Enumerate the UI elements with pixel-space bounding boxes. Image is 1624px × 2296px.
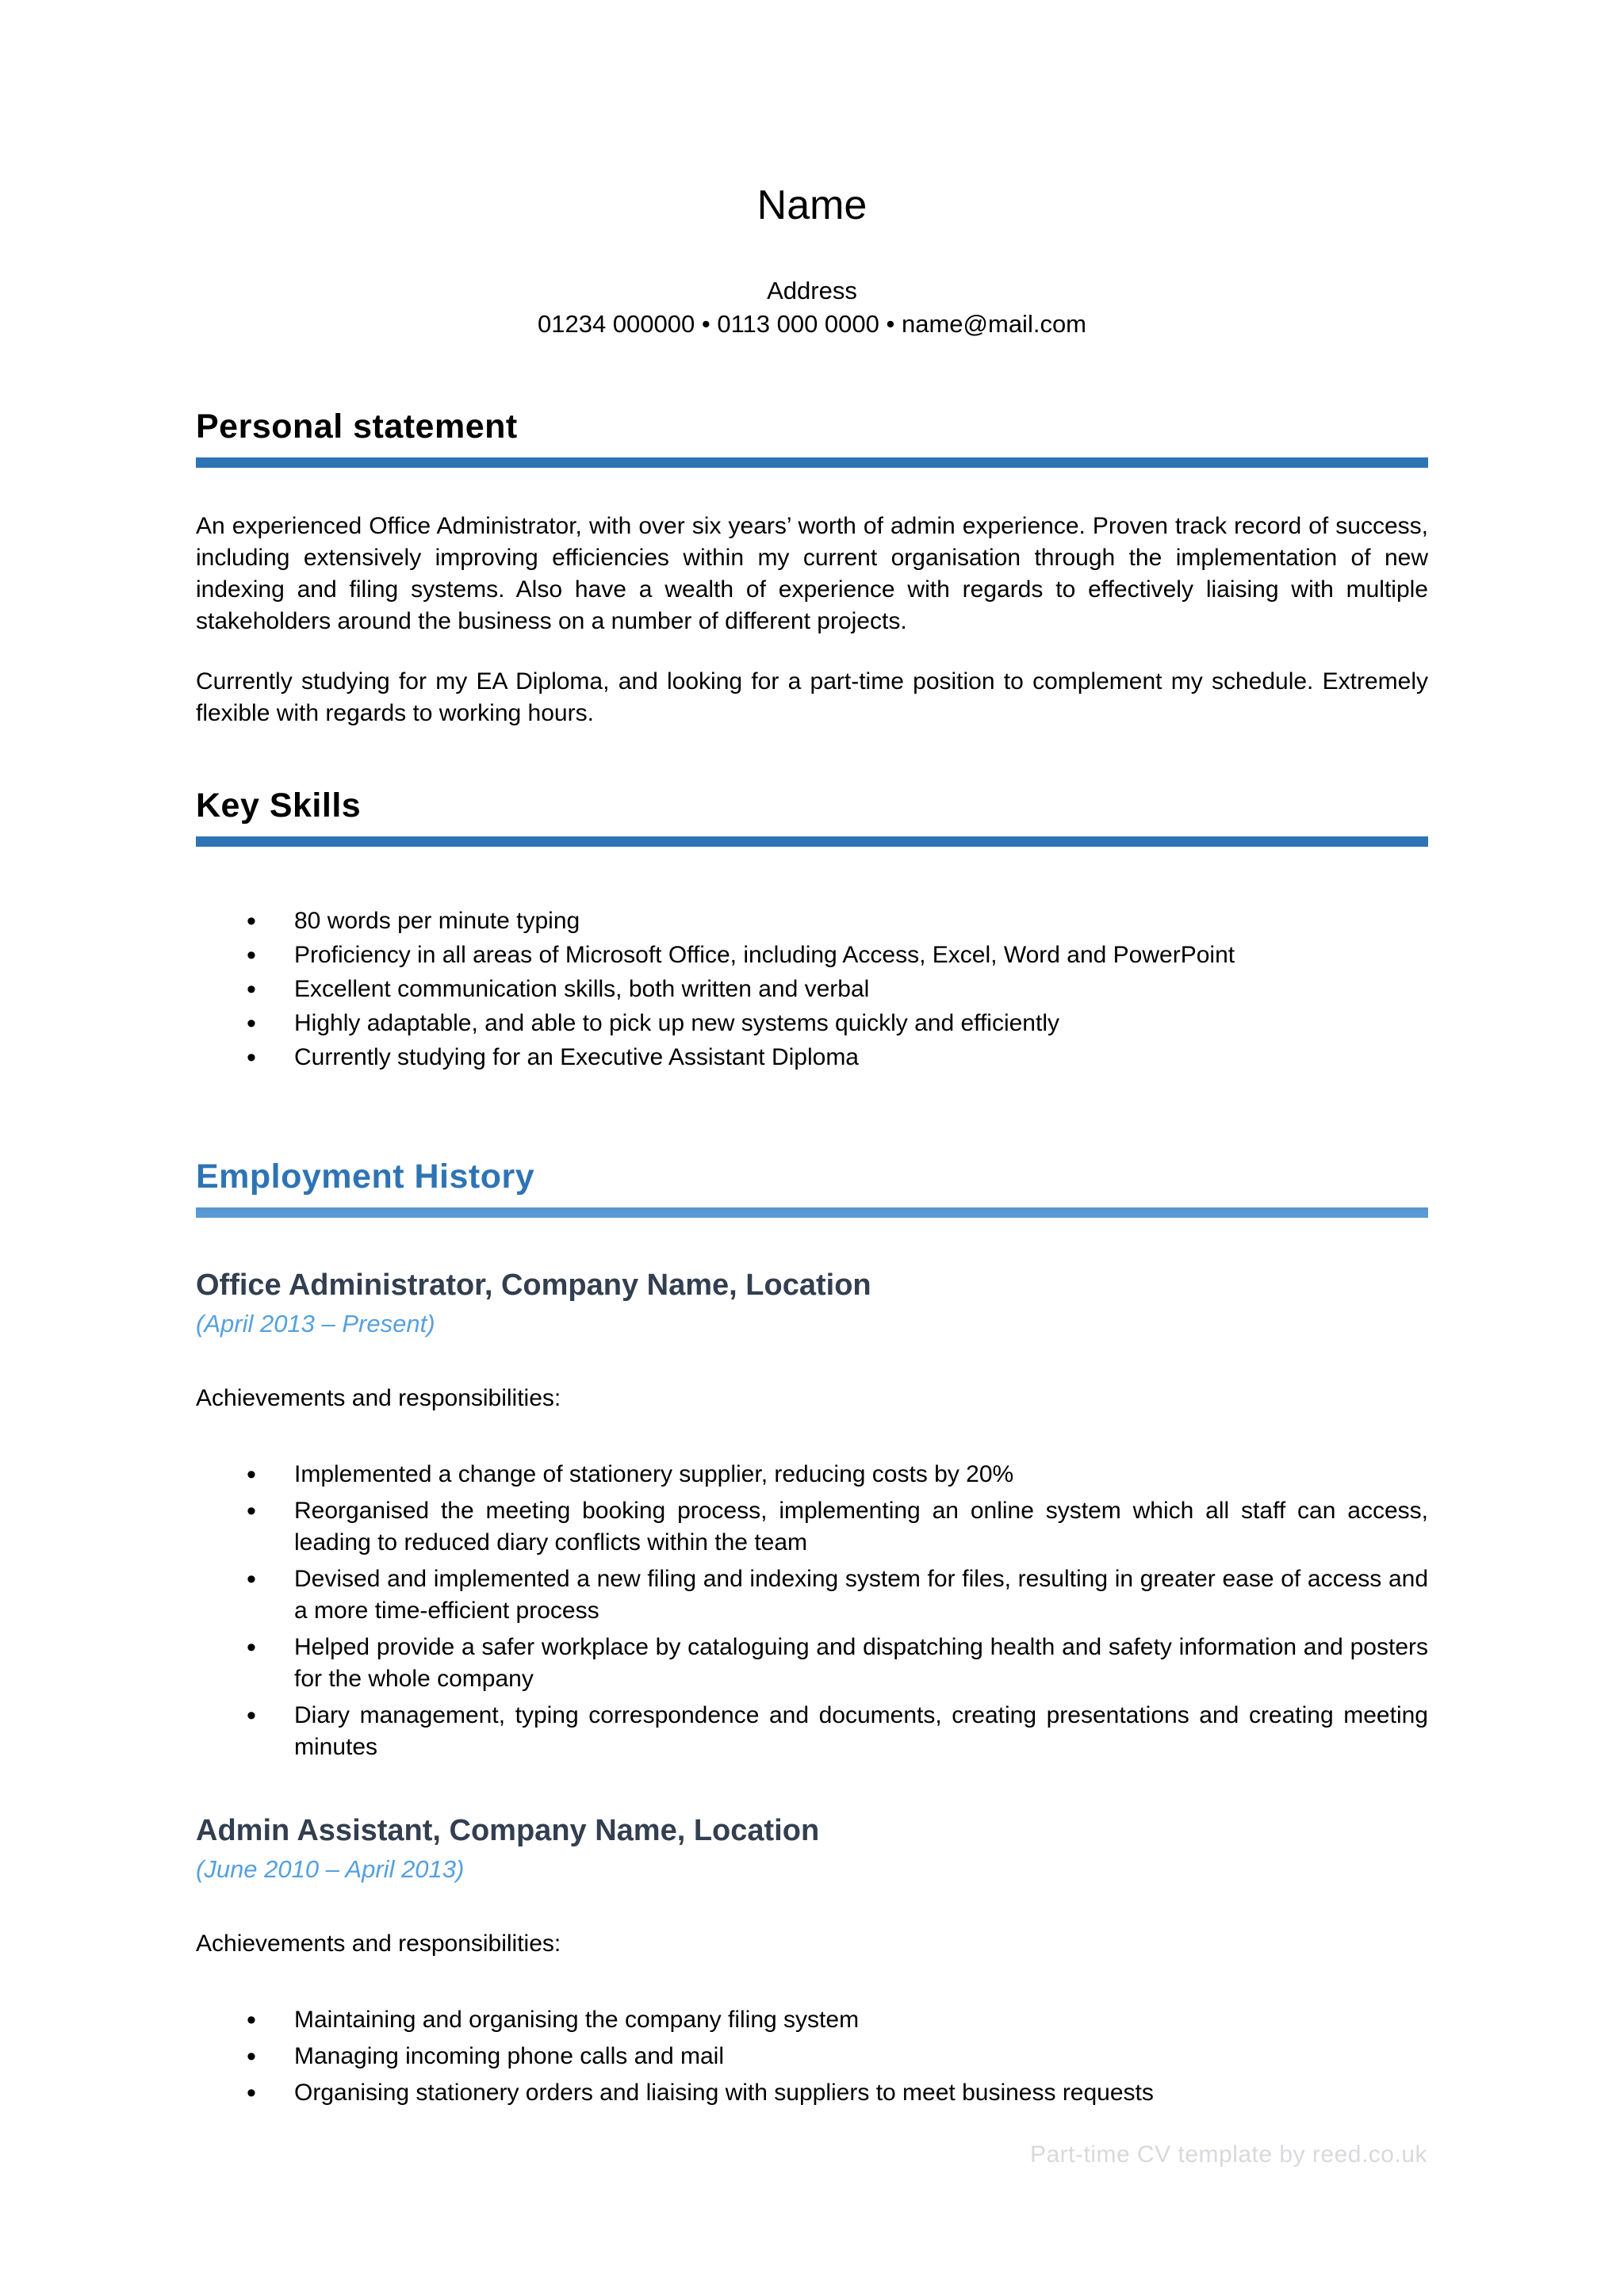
personal-statement-paragraph: Currently studying for my EA Diploma, and looking for a part-time position to complement my schedule. Extremely flexible with regards to working hours. xyxy=(196,668,1428,726)
list-item: • Maintaining and organising the company filing system xyxy=(196,2004,1428,2036)
job-intro-label: Achievements and responsibilities: xyxy=(196,1931,561,1957)
employment-history-heading: Employment History xyxy=(196,1158,535,1196)
list-item: • Implemented a change of stationery supplier, reducing costs by 20% xyxy=(196,1459,1428,1490)
job-entry-office-administrator xyxy=(196,1267,1428,1763)
list-item: • Proficiency in all areas of Microsoft Office, including Access, Excel, Word and PowerPoint xyxy=(196,939,1428,971)
section-personal-statement xyxy=(196,408,1428,729)
list-item: • Diary management, typing correspondence and documents, creating presentations and creating meeting minutes xyxy=(196,1700,1428,1763)
section-key-skills xyxy=(196,786,1428,1073)
address-line: Address xyxy=(767,277,857,304)
list-item: • Reorganised the meeting booking process, implementing an online system which all staff can access, leading to reduced diary conflicts within the team xyxy=(196,1495,1428,1559)
list-item: • Managing incoming phone calls and mail xyxy=(196,2041,1428,2072)
list-item: • 80 words per minute typing xyxy=(196,905,1428,937)
section-employment-history xyxy=(196,1158,1428,2109)
footer-template-credit: Part-time CV template by reed.co.uk xyxy=(1029,2141,1427,2168)
job-title: Office Administrator, Company Name, Location xyxy=(196,1269,871,1302)
accent-bar-divider xyxy=(196,836,1428,847)
job-intro-label: Achievements and responsibilities: xyxy=(196,1385,561,1411)
list-item: • Organising stationery orders and liaising with suppliers to meet business requests xyxy=(196,2077,1428,2109)
contact-line: 01234 000000 • 0113 000 0000 • name@mail.com xyxy=(537,310,1087,338)
key-skills-heading: Key Skills xyxy=(196,786,362,825)
accent-bar-divider-light xyxy=(196,1207,1428,1218)
list-item: • Currently studying for an Executive Assistant Diploma xyxy=(196,1042,1428,1073)
job-dates: (June 2010 – April 2013) xyxy=(196,1855,465,1883)
key-skills-list xyxy=(196,905,1428,1073)
list-item: • Helped provide a safer workplace by cataloguing and dispatching health and safety information and posters for the whole company xyxy=(196,1632,1428,1695)
job-bullet-list xyxy=(196,1459,1428,1763)
job-dates: (April 2013 – Present) xyxy=(196,1310,435,1337)
list-item: • Excellent communication skills, both written and verbal xyxy=(196,974,1428,1005)
contact-block xyxy=(196,274,1428,341)
job-bullet-list xyxy=(196,2004,1428,2109)
list-item: • Highly adaptable, and able to pick up new systems quickly and efficiently xyxy=(196,1008,1428,1039)
job-entry-admin-assistant xyxy=(196,1812,1428,2109)
personal-statement-paragraph: An experienced Office Administrator, with over six years’ worth of admin experience. Proven track record of success, including extensively improving efficiencies within my current organisation through the implementation of new indexing and filing systems. Also have a wealth of experience with regards to effectively liaising with multiple stakeholders around the business on a number of different projects. xyxy=(196,513,1428,634)
cv-header xyxy=(196,181,1428,341)
job-title: Admin Assistant, Company Name, Location xyxy=(196,1814,820,1847)
person-name: Name xyxy=(756,182,868,228)
accent-bar-divider xyxy=(196,457,1428,468)
list-item: • Devised and implemented a new filing and indexing system for files, resulting in greater ease of access and a more time-efficient process xyxy=(196,1563,1428,1627)
personal-statement-heading: Personal statement xyxy=(196,408,518,446)
